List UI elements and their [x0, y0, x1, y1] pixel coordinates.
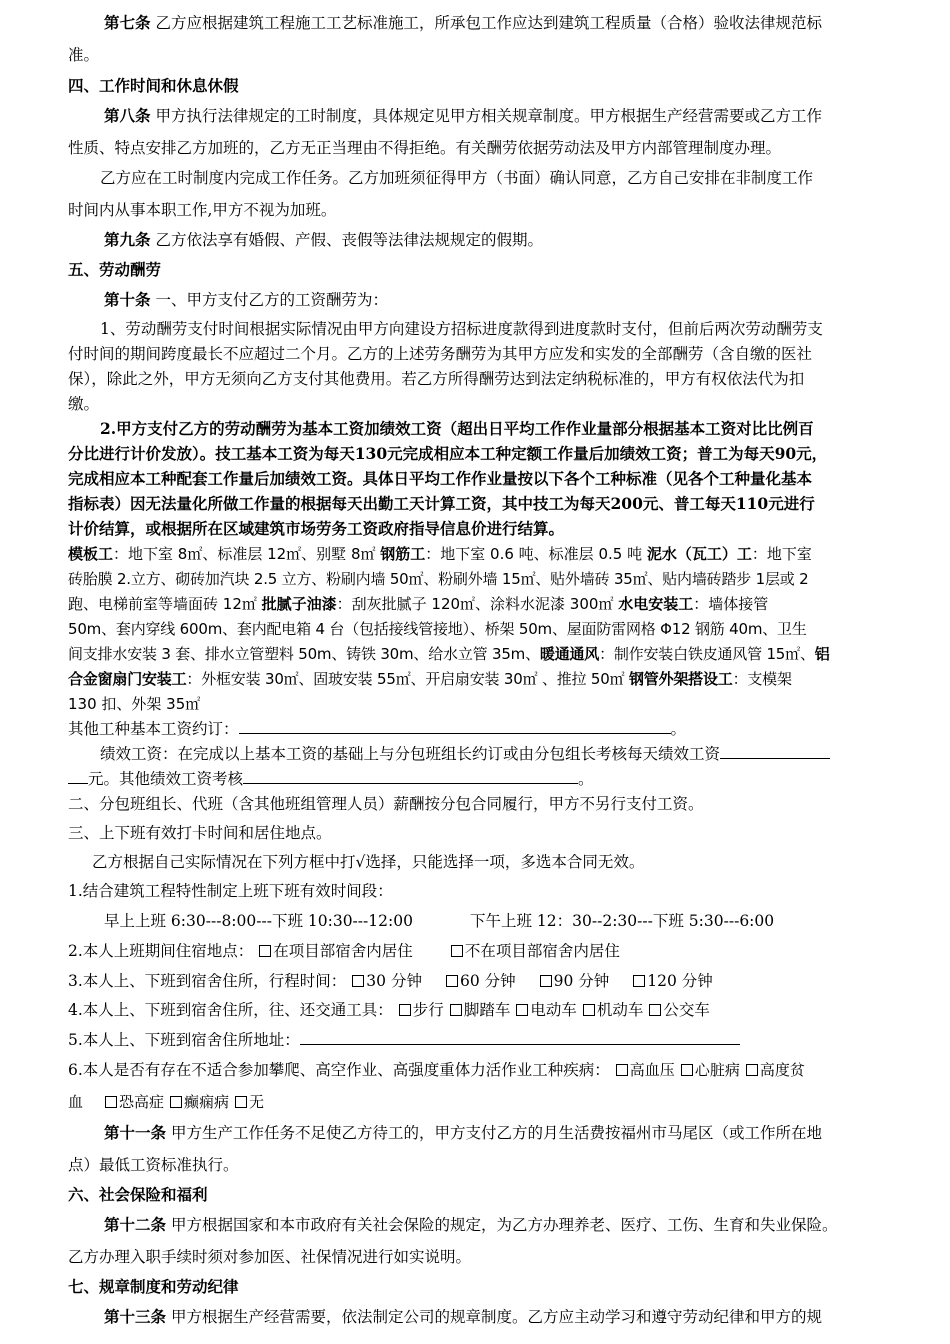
address-blank[interactable] [300, 1029, 740, 1045]
article-11: 第十一条 甲方生产工作任务不足使乙方待工的，甲方支付乙方的月生活费按福州市马尾区（或工作所在地 [104, 1123, 822, 1142]
checkbox-60-min[interactable] [446, 975, 458, 987]
para-2-line3: 完成相应本工种配套工作量后加绩效工资。具体日平均工作作业量按以下各个工种标准（见各个工种量化基本 [68, 469, 813, 488]
other-wage-blank[interactable] [239, 718, 671, 734]
option-1-morning: 早上上班 6:30---8:00---下班 10:30---12:00 [104, 912, 413, 930]
quota-line2: 砖胎膜 2.立方、砌砖加汽块 2.5 立方、粉刷内墙 50㎡、粉刷外墙 15㎡、贴外墙砖 35㎡、贴内墙砖踏步 1层或 2 [68, 570, 809, 588]
other-wage-line: 其他工种基本工资约订： 。 [68, 720, 687, 738]
article-7-cont: 准。 [68, 46, 100, 64]
checkbox-anemia[interactable] [746, 1064, 758, 1076]
article-13: 第十三条 甲方根据生产经营需要，依法制定公司的规章制度。乙方应主动学习和遵守劳动纪律和甲方的规 [104, 1307, 822, 1326]
article-8b-line1: 乙方应在工时制度内完成工作任务。乙方加班须征得甲方（书面）确认同意，乙方自己安排在非制度工作 [100, 169, 814, 187]
article-12: 第十二条 甲方根据国家和本市政府有关社会保险的规定，为乙方办理养老、医疗、工伤、生育和失业保险。 [104, 1215, 838, 1234]
performance-other-blank[interactable] [243, 768, 578, 784]
option-2: 2.本人上班期间住宿地点： 在项目部宿舍内居住 不在项目部宿舍内居住 [68, 942, 620, 960]
checkbox-heart-disease[interactable] [681, 1064, 693, 1076]
section-5-heading: 五、劳动酬劳 [68, 260, 162, 279]
article-9: 第九条 乙方依法享有婚假、产假、丧假等法律法规规定的假期。 [104, 230, 543, 249]
para-1-line4: 缴。 [68, 395, 100, 413]
checkbox-120-min[interactable] [633, 975, 645, 987]
performance-line2: 元。其他绩效工资考核 。 [68, 768, 882, 790]
quota-line1: 模板工：地下室 8㎡、标准层 12㎡、别墅 8㎡ 钢筋工：地下室 0.6 吨、标准层 0.5 吨 泥水（瓦工）工：地下室 [68, 545, 812, 563]
checkbox-30-min[interactable] [352, 975, 364, 987]
performance-line1: 绩效工资：在完成以上基本工资的基础上与分包班组长约订或由分包组长考核每天绩效工资 [100, 743, 882, 765]
article-11-cont: 点）最低工资标准执行。 [68, 1156, 239, 1174]
checkbox-acrophobia[interactable] [105, 1096, 117, 1108]
article-8: 第八条 甲方执行法律规定的工时制度，具体规定见甲方相关规章制度。甲方根据生产经营需要或乙方工作 [104, 106, 822, 125]
section-6-heading: 六、社会保险和福利 [68, 1185, 208, 1204]
option-3: 3.本人上、下班到宿舍住所，行程时间： 30 分钟 60 分钟 90 分钟 120 分钟 [68, 972, 713, 990]
quota-line5: 间支排水安装 3 套、排水立管塑料 50m、铸铁 30m、给水立管 35m、暖通通风：制作安装白铁皮通风管 15㎡、铝 [68, 645, 830, 663]
choose-instruction: 乙方根据自己实际情况在下列方框中打√选择，只能选择一项，多选本合同无效。 [92, 853, 645, 871]
subsection-3: 三、上下班有效打卡时间和居住地点。 [68, 824, 332, 842]
checkbox-90-min[interactable] [540, 975, 552, 987]
article-10: 第十条 一、甲方支付乙方的工资酬劳为： [104, 290, 388, 309]
para-2-line4: 指标表）因无法量化所做工作量的根据每天出勤工天计算工资，其中技工为每天200元、普工每天110元进行 [68, 494, 815, 513]
performance-wage-blank[interactable] [720, 743, 830, 759]
quota-line7: 130 扣、外架 35㎡ [68, 695, 201, 713]
quota-line3: 跑、电梯前室等墙面砖 12㎡ 批腻子油漆：刮灰批腻子 120㎡、涂料水泥漆 300㎡ 水电安装工：墙体接管 [68, 595, 769, 613]
quota-line4: 50m、套内穿线 600m、套内配电箱 4 台（包括接线管接地）、桥架 50m、屋面防雷网格 Φ12 钢筋 40m、卫生 [68, 620, 807, 638]
article-8-cont: 性质、特点安排乙方加班的，乙方无正当理由不得拒绝。有关酬劳依据劳动法及甲方内部管理制度办理。 [68, 139, 782, 157]
section-4-heading: 四、工作时间和休息休假 [68, 76, 239, 95]
checkbox-epilepsy[interactable] [170, 1096, 182, 1108]
checkbox-dorm-out[interactable] [451, 945, 463, 957]
article-7: 第七条 乙方应根据建筑工程施工工艺标准施工，所承包工作应达到建筑工程质量（合格）验收法律规范标 [104, 13, 822, 32]
option-6-cont: 血 恐高症 癫痫病 无 [68, 1093, 265, 1111]
section-7-heading: 七、规章制度和劳动纪律 [68, 1277, 239, 1296]
option-1-afternoon: 下午上班 12：30--2:30---下班 5:30---6:00 [470, 912, 775, 930]
para-2-line5: 计价结算，或根据所在区域建筑市场劳务工资政府指导信息价进行结算。 [68, 519, 565, 538]
checkbox-e-bike[interactable] [516, 1004, 528, 1016]
para-2-line1: 2.甲方支付乙方的劳动酬劳为基本工资加绩效工资（超出日平均工作作业量部分根据基本工资对比比例百 [100, 419, 814, 438]
para-1-line3: 保），除此之外，甲方无须向乙方支付其他费用。若乙方所得酬劳达到法定纳税标准的，甲方有权依法代为扣 [68, 370, 805, 388]
performance-wage-blank-cont[interactable] [68, 768, 88, 784]
checkbox-walk[interactable] [399, 1004, 411, 1016]
option-5: 5.本人上、下班到宿舍住所地址： [68, 1029, 882, 1051]
para-1-line1: 1、劳动酬劳支付时间根据实际情况由甲方向建设方招标进度款得到进度款时支付，但前后两次劳动酬劳支 [100, 320, 823, 338]
checkbox-dorm-in[interactable] [259, 945, 271, 957]
article-12-cont: 乙方办理入职手续时须对参加医、社保情况进行如实说明。 [68, 1248, 472, 1266]
checkbox-bus[interactable] [649, 1004, 661, 1016]
option-4: 4.本人上、下班到宿舍住所，往、还交通工具： 步行 脚踏车 电动车 机动车 公交车 [68, 1001, 710, 1019]
option-6: 6.本人是否有存在不适合参加攀爬、高空作业、高强度重体力活作业工种疾病： 高血压 心脏病 高度贫 [68, 1061, 805, 1079]
para-2-line2: 分比进行计价发放）。技工基本工资为每天130元完成相应本工种定额工作量后加绩效工资；普工为每天90元， [68, 444, 828, 463]
para-1-line2: 付时间的期间跨度最长不应超过二个月。乙方的上述劳务酬劳为其甲方应发和实发的全部酬劳（含自缴的医社 [68, 345, 813, 363]
quota-line6: 合金窗扇门安装工：外框安装 30㎡、固玻安装 55㎡、开启扇安装 30㎡ 、推拉 50㎡ 钢管外架搭设工：支模架 [68, 670, 792, 688]
option-1: 1.结合建筑工程特性制定上班下班有效时间段： [68, 882, 393, 900]
subsection-2: 二、分包班组长、代班（含其他班组管理人员）薪酬按分包合同履行，甲方不另行支付工资。 [68, 795, 704, 813]
article-8b-line2: 时间内从事本职工作,甲方不视为加班。 [68, 201, 337, 219]
checkbox-hypertension[interactable] [616, 1064, 628, 1076]
checkbox-bicycle[interactable] [450, 1004, 462, 1016]
checkbox-motor-vehicle[interactable] [583, 1004, 595, 1016]
checkbox-none[interactable] [235, 1096, 247, 1108]
